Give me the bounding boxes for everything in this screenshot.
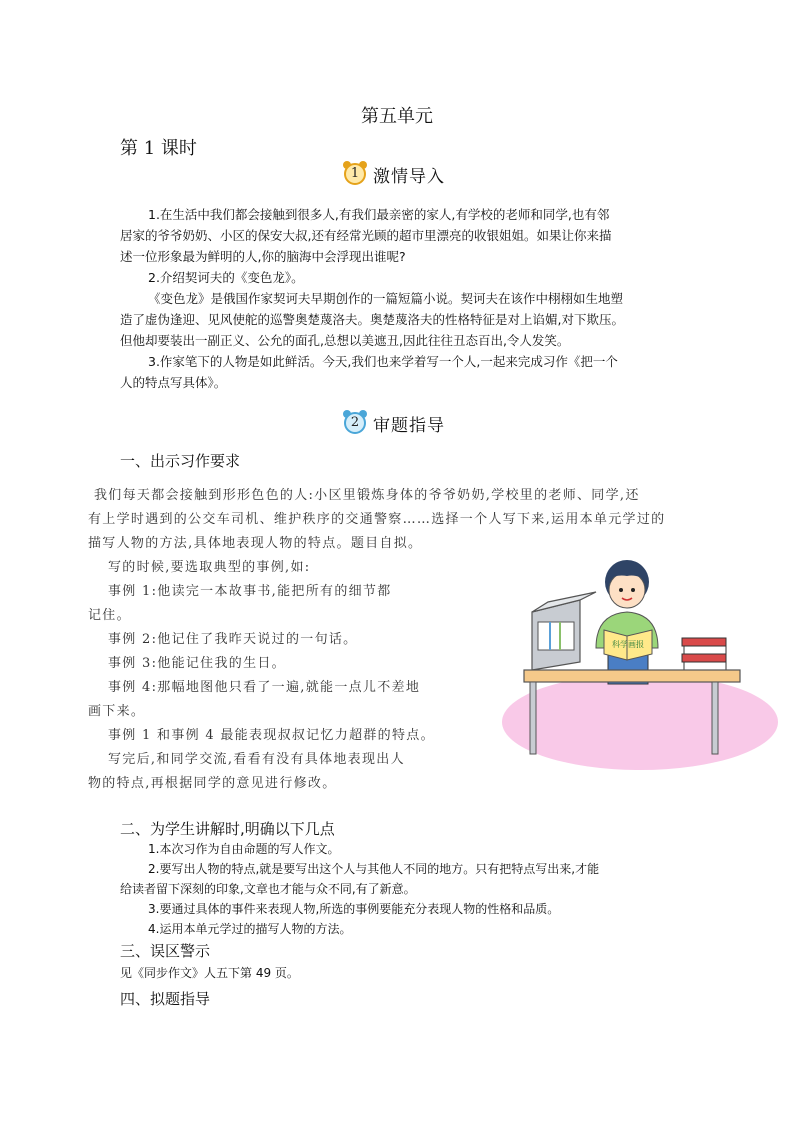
file-box-icon xyxy=(532,592,596,670)
section-title: 激情导入 xyxy=(373,166,445,187)
boy-reading-illustration xyxy=(500,552,780,772)
task-text-full: 我们每天都会接触到形形色色的人:小区里锻炼身体的爷爷奶奶,学校里的老师、同学,还 有上学时遇到的公交车司机、维护秩序的交通警察……选择一个人写下来,运用本单元学过的 描写人物的方法,具体地表现人物的特点。题目自拟。 写的时候,要选取典型的事例,如: xyxy=(88,488,666,575)
heading-requirements: 一、出示习作要求 xyxy=(120,452,241,470)
floor-shadow xyxy=(502,674,778,770)
task-text-examples: 事例 1:他读完一本故事书,能把所有的细节都 记住。 事例 2:他记住了我昨天说过的一句话。 事例 3:他能记住我的生日。 事例 4:那幅地图他只看了一遍,就能一点儿不差地 画下来。 事例 1 和事例 4 最能表现叔叔记忆力超群的特点。 写完后,和同学交流,看看有没有具体地表现出人 物的特点,再根据同学的意见进行修改。 xyxy=(88,584,435,791)
heading-explanation: 二、为学生讲解时,明确以下几点 xyxy=(120,820,335,838)
book-stack-icon xyxy=(682,638,726,670)
section-header-guidance xyxy=(343,410,445,436)
book-cover-text: 科学画报 xyxy=(612,640,644,649)
page-title: 第五单元 xyxy=(361,106,433,127)
heading-warning: 三、误区警示 xyxy=(120,942,211,960)
warning-text: 见《同步作文》人五下第 49 页。 xyxy=(120,966,299,980)
section-header-intro xyxy=(343,161,445,187)
heading-title-guidance: 四、拟题指导 xyxy=(120,990,211,1008)
boy-figure xyxy=(596,560,658,684)
lesson-label: 第 1 课时 xyxy=(120,138,197,159)
number-badge-icon: 1 xyxy=(343,161,369,187)
explanation-points: 1.本次习作为自由命题的写人作文。 2.要写出人物的特点,就是要写出这个人与其他人不同的地方。只有把特点写出来,才能 给读者留下深刻的印象,文章也才能与众不同,有了新意。 3.要通过具体的事件来表现人物,所选的事例要能充分表现人物的性格和品质。 4.运用本单元学过的描写人物的方法。 xyxy=(120,842,600,936)
section-title: 审题指导 xyxy=(373,415,445,436)
intro-paragraph-1: 1.在生活中我们都会接触到很多人,有我们最亲密的家人,有学校的老师和同学,也有邻 居家的爷爷奶奶、小区的保安大叔,还有经常光顾的超市里漂亮的收银姐姐。如果让你来描 述一位形象最为鲜明的人,你的脑海中会浮现出谁呢? 2.介绍契诃夫的《变色龙》。 《变色龙》是俄国作家契诃夫早期创作的一篇短篇小说。契诃夫在该作中栩栩如生地塑 造了虚伪逢迎、见风使舵的巡警奥楚蔑洛夫。奥楚蔑洛夫的性格特征是对上谄媚,对下欺压。 但他却要装出一副正义、公允的面孔,总想以美遮丑,因此往往丑态百出,令人发笑。 3.作家笔下的人物是如此鲜活。今天,我们也来学着写一个人,一起来完成习作《把一个 人的特点写具体》。 xyxy=(120,207,624,390)
number-badge-icon: 2 xyxy=(343,410,369,436)
